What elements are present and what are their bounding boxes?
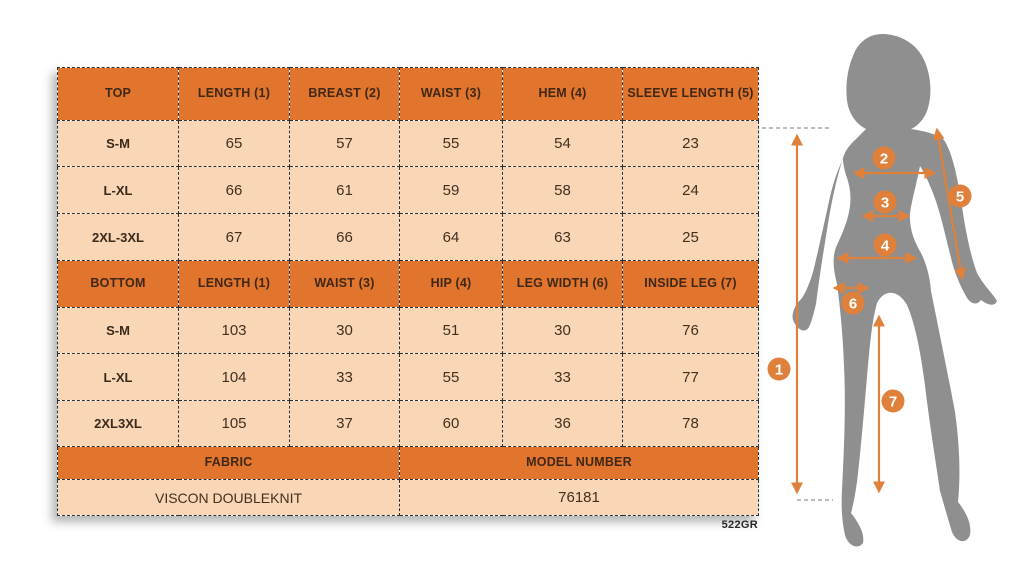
value-cell: 25 (623, 214, 759, 261)
fabric-model-value-row (58, 480, 759, 516)
value-cell: 33 (290, 354, 400, 401)
header-cell-top: TOP (58, 68, 179, 121)
svg-text:4: 4 (880, 237, 890, 255)
marker-badge-5 (949, 185, 972, 208)
value-cell: 36 (503, 401, 623, 447)
header-cell-waist: WAIST (3) (400, 68, 503, 121)
table-row (58, 354, 759, 401)
value-cell: 66 (179, 167, 290, 214)
header-cell-fabric: FABRIC (58, 447, 400, 480)
marker-badge-2 (873, 147, 896, 170)
svg-text:5: 5 (955, 188, 965, 206)
header-cell-inside-leg: INSIDE LEG (7) (623, 261, 759, 308)
header-cell-model-number: MODEL NUMBER (400, 447, 759, 480)
svg-text:3: 3 (880, 194, 890, 212)
value-cell: 63 (503, 214, 623, 261)
header-cell-hip: HIP (4) (400, 261, 503, 308)
value-cell: 59 (400, 167, 503, 214)
value-cell: 30 (503, 308, 623, 354)
value-cell: 37 (290, 401, 400, 447)
value-cell: 55 (400, 354, 503, 401)
value-cell: 77 (623, 354, 759, 401)
svg-text:7: 7 (888, 393, 898, 411)
value-cell: 78 (623, 401, 759, 447)
value-cell: 33 (503, 354, 623, 401)
marker-badge-4 (874, 234, 897, 257)
header-cell-sleeve-length: SLEEVE LENGTH (5) (623, 68, 759, 121)
bottom-header-row (58, 261, 759, 308)
fabric-model-header-row (58, 447, 759, 480)
table-row (58, 308, 759, 354)
value-cell: 24 (623, 167, 759, 214)
marker-badge-6 (842, 292, 865, 315)
value-cell: 57 (290, 121, 400, 167)
value-cell: 105 (179, 401, 290, 447)
value-cell: 67 (179, 214, 290, 261)
header-cell-hem: HEM (4) (503, 68, 623, 121)
value-cell: 55 (400, 121, 503, 167)
header-cell-waist: WAIST (3) (290, 261, 400, 308)
value-cell: 66 (290, 214, 400, 261)
value-cell: 58 (503, 167, 623, 214)
svg-text:6: 6 (848, 295, 858, 313)
value-cell: 60 (400, 401, 503, 447)
table-row (58, 121, 759, 167)
value-cell: 54 (503, 121, 623, 167)
size-label: S-M (58, 308, 179, 354)
fabric-value: VISCON DOUBLEKNIT (58, 480, 400, 516)
model-number-value: 76181 (400, 480, 759, 516)
top-header-row (58, 68, 759, 121)
header-cell-length: LENGTH (1) (179, 68, 290, 121)
header-cell-breast: BREAST (2) (290, 68, 400, 121)
marker-badge-1 (768, 358, 791, 381)
value-cell: 23 (623, 121, 759, 167)
marker-badge-3 (874, 191, 897, 214)
size-label: L-XL (58, 354, 179, 401)
value-cell: 103 (179, 308, 290, 354)
value-cell: 61 (290, 167, 400, 214)
marker-badge-7 (882, 390, 905, 413)
measurement-figure (750, 0, 1024, 571)
size-chart (57, 67, 759, 516)
size-chart-table (57, 67, 759, 516)
value-cell: 65 (179, 121, 290, 167)
size-label: S-M (58, 121, 179, 167)
header-cell-bottom: BOTTOM (58, 261, 179, 308)
value-cell: 30 (290, 308, 400, 354)
size-label: 2XL-3XL (58, 214, 179, 261)
value-cell: 51 (400, 308, 503, 354)
value-cell: 64 (400, 214, 503, 261)
size-label: 2XL3XL (58, 401, 179, 447)
woman-silhouette (793, 34, 997, 546)
product-code-label: 522GR (721, 519, 758, 531)
table-row (58, 401, 759, 447)
svg-text:2: 2 (879, 150, 889, 168)
size-label: L-XL (58, 167, 179, 214)
table-row (58, 167, 759, 214)
svg-text:1: 1 (774, 361, 784, 379)
header-cell-leg-width: LEG WIDTH (6) (503, 261, 623, 308)
table-row (58, 214, 759, 261)
value-cell: 104 (179, 354, 290, 401)
header-cell-length: LENGTH (1) (179, 261, 290, 308)
value-cell: 76 (623, 308, 759, 354)
